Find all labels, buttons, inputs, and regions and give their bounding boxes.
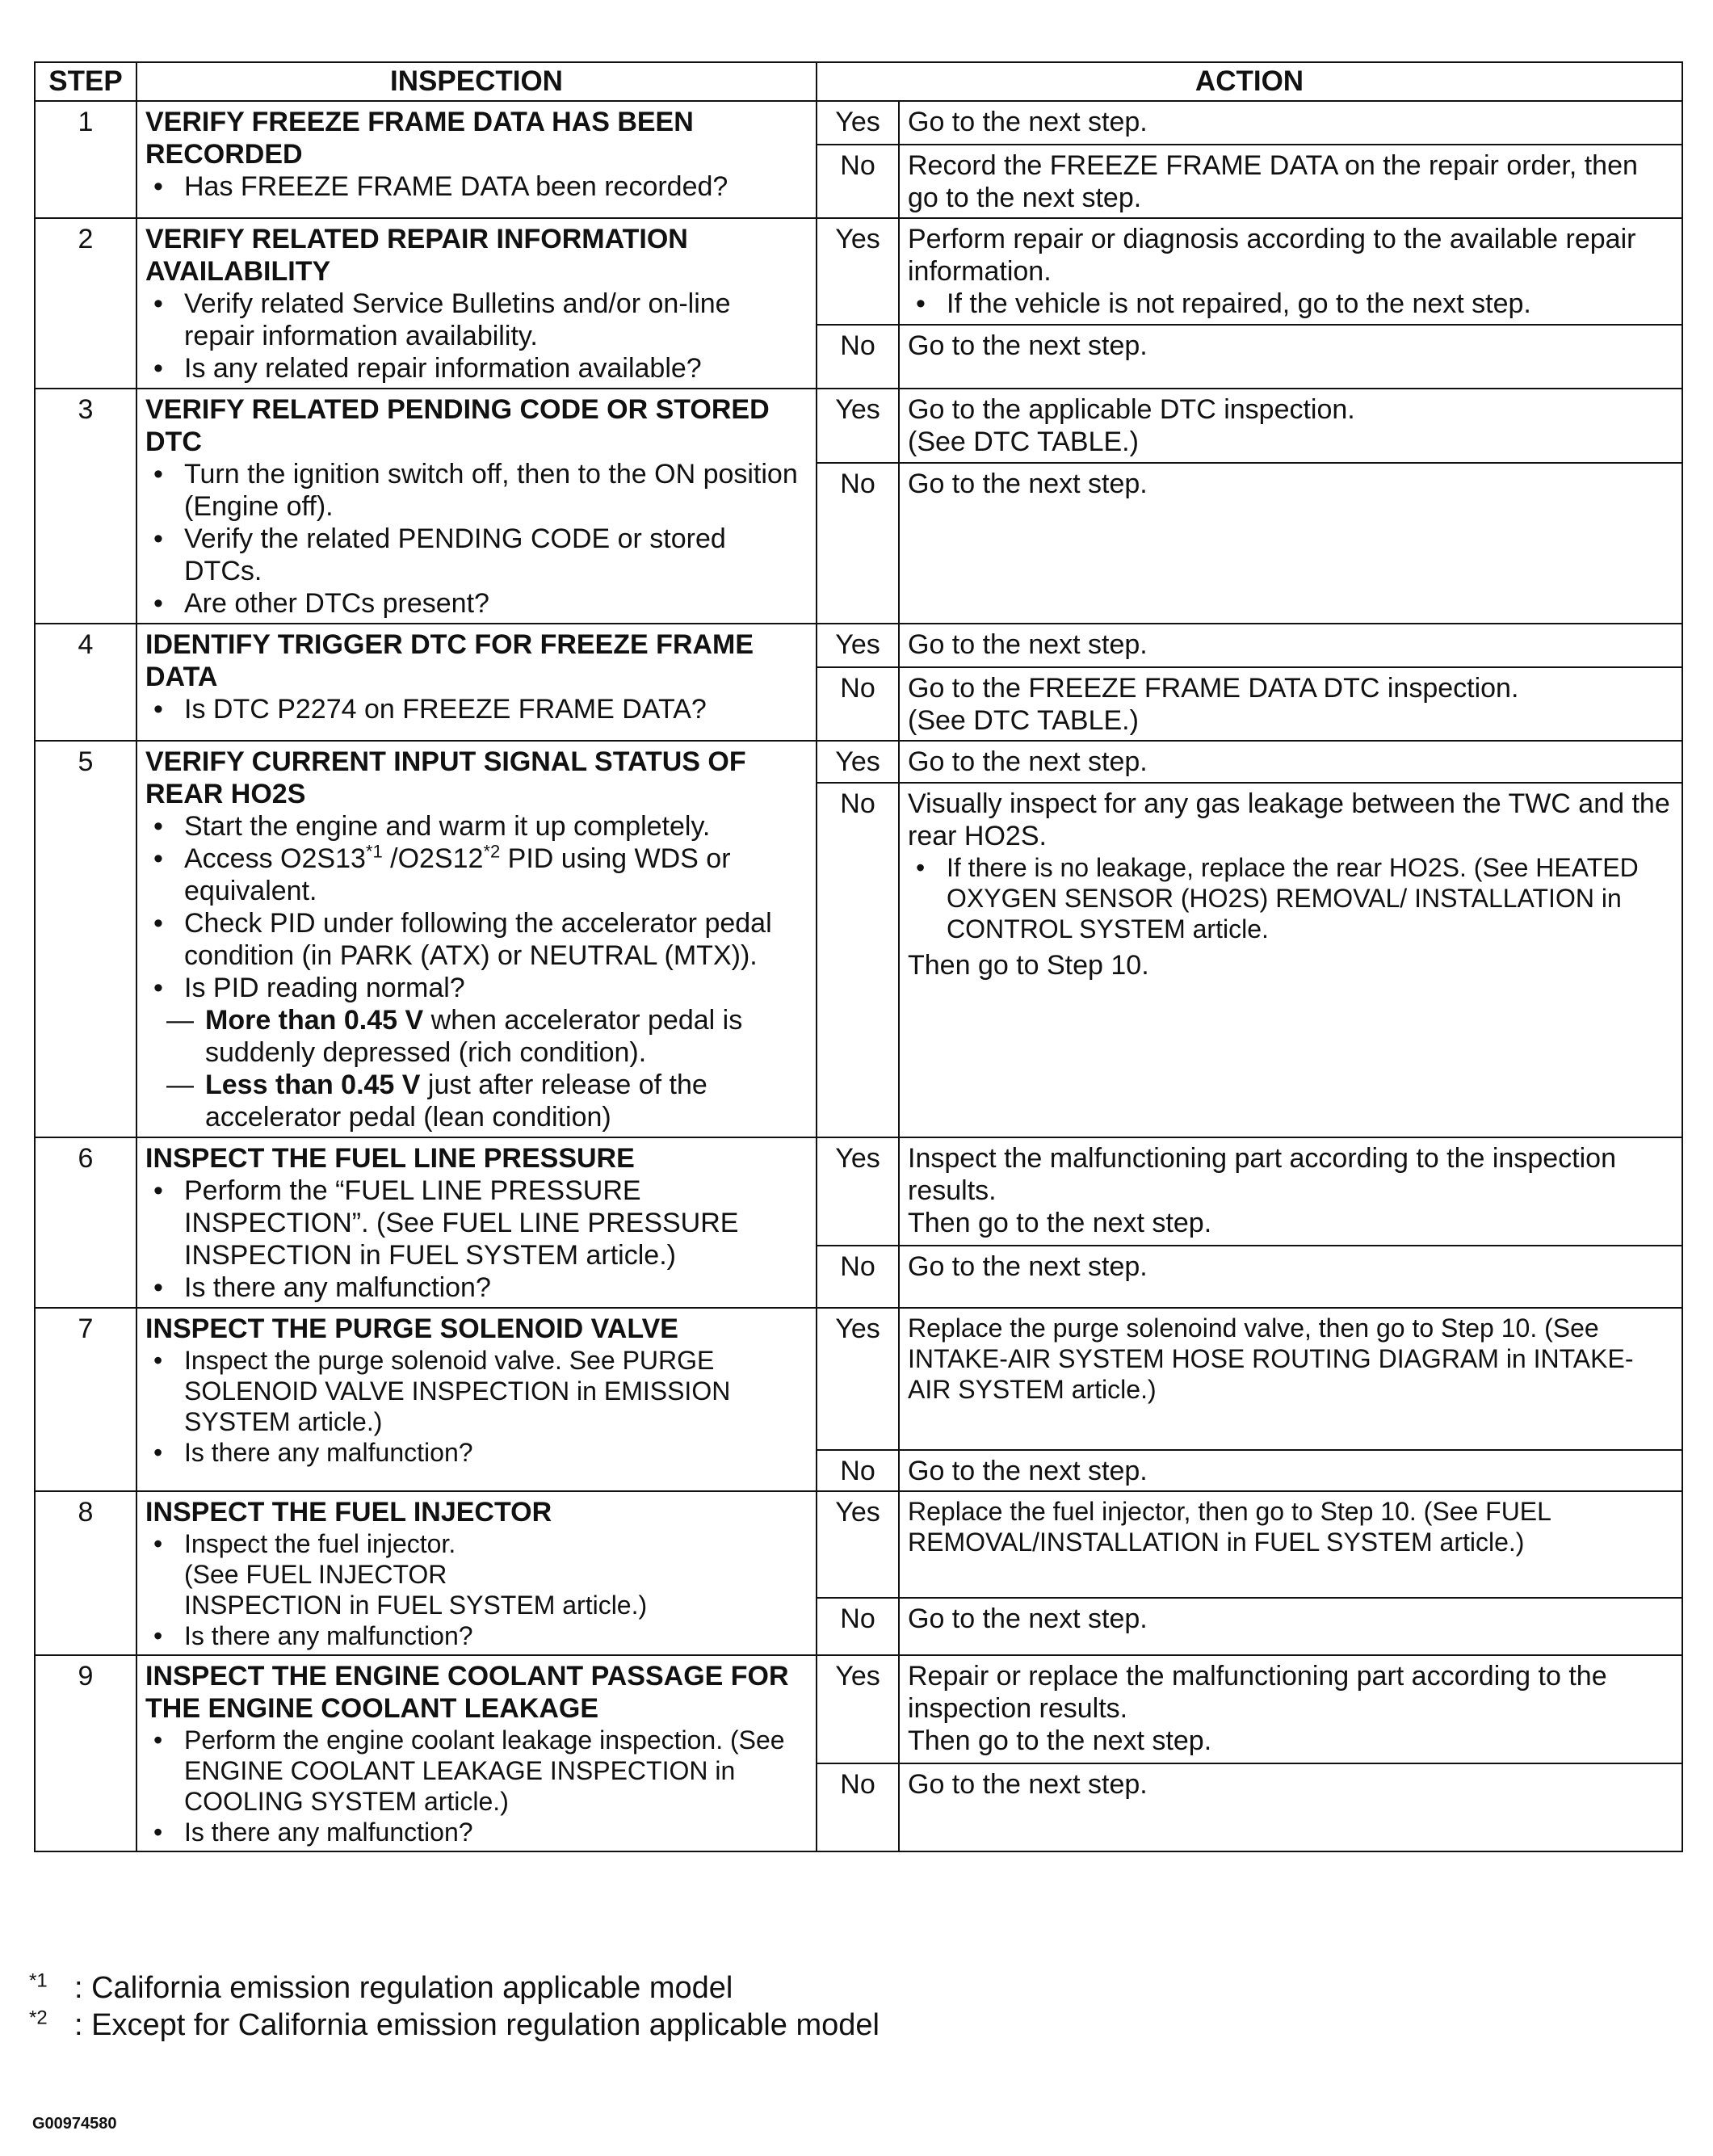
no-label: No xyxy=(817,1246,899,1308)
footnotes xyxy=(29,1969,880,2044)
yes-action xyxy=(899,1655,1682,1763)
yes-action: Go to the next step. xyxy=(899,624,1682,667)
yes-action-text: Perform repair or diagnosis according to the available repair information. xyxy=(908,224,1636,287)
yes-action-ref: (See DTC TABLE.) xyxy=(908,427,1139,457)
no-label: No xyxy=(817,783,899,1137)
bullet-text: /O2S12 xyxy=(382,843,484,874)
inspection-cell xyxy=(136,101,817,218)
no-action: Record the FREEZE FRAME DATA on the repair order, then go to the next step. xyxy=(899,145,1682,218)
inspection-bullet: • Is there any malfunction? xyxy=(184,1437,808,1468)
inspection-title: VERIFY CURRENT INPUT SIGNAL STATUS OF REAR HO2S xyxy=(145,746,746,809)
yes-label: Yes xyxy=(817,1491,899,1598)
no-action: Go to the next step. xyxy=(899,1246,1682,1308)
criterion-item xyxy=(205,1069,808,1133)
inspection-bullet xyxy=(184,843,808,907)
inspection-title: IDENTIFY TRIGGER DTC FOR FREEZE FRAME DATA xyxy=(145,629,754,692)
no-action: Go to the next step. xyxy=(899,325,1682,389)
no-action: Go to the next step. xyxy=(899,463,1682,624)
step-number: 7 xyxy=(35,1308,136,1491)
yes-action-text: Inspect the malfunctioning part according to the inspection results. xyxy=(908,1143,1616,1206)
yes-label: Yes xyxy=(817,741,899,783)
inspection-bullet: • Perform the engine coolant leakage inspection. (See ENGINE COOLANT LEAKAGE INSPECTION in COOLING SYSTEM article.) xyxy=(184,1725,808,1817)
inspection-bullet: • Has FREEZE FRAME DATA been recorded? xyxy=(184,170,808,203)
footnote-mark-2: *2 xyxy=(483,841,501,862)
inspection-title: INSPECT THE FUEL INJECTOR xyxy=(145,1497,552,1528)
inspection-bullet: • Perform the “FUEL LINE PRESSURE INSPECTION”. (See FUEL LINE PRESSURE INSPECTION in FUEL SYSTEM article.) xyxy=(184,1175,808,1271)
inspection-title: VERIFY FREEZE FRAME DATA HAS BEEN RECORDED xyxy=(145,107,694,170)
yes-label: Yes xyxy=(817,624,899,667)
no-label: No xyxy=(817,667,899,741)
step-number: 8 xyxy=(35,1491,136,1655)
no-action: Go to the next step. xyxy=(899,1598,1682,1655)
inspection-title: VERIFY RELATED REPAIR INFORMATION AVAILABILITY xyxy=(145,224,688,287)
inspection-bullet: • Inspect the purge solenoid valve. See PURGE SOLENOID VALVE INSPECTION in EMISSION SYSTEM article.) xyxy=(184,1345,808,1437)
footnote xyxy=(29,2007,880,2044)
yes-label: Yes xyxy=(817,1308,899,1450)
action-bullet: • If the vehicle is not repaired, go to the next step. xyxy=(947,288,1673,320)
no-action xyxy=(899,667,1682,741)
yes-action: Replace the purge solenoind valve, then go to Step 10. (See INTAKE-AIR SYSTEM HOSE ROUTING DIAGRAM in INTAKE-AIR SYSTEM article.) xyxy=(899,1308,1682,1450)
inspection-bullet: • Is there any malfunction? xyxy=(184,1620,808,1651)
yes-action: Go to the next step. xyxy=(899,741,1682,783)
step-4-yes-row xyxy=(35,624,1682,667)
header-inspection: INSPECTION xyxy=(136,62,817,101)
no-action: Go to the next step. xyxy=(899,1450,1682,1491)
inspection-bullet: • Are other DTCs present? xyxy=(184,587,808,620)
criterion-value: More than 0.45 V xyxy=(205,1005,424,1036)
no-action xyxy=(899,783,1682,1137)
yes-label: Yes xyxy=(817,101,899,145)
no-action-ref: (See DTC TABLE.) xyxy=(908,705,1139,736)
inspection-bullet: • Check PID under following the accelerator pedal condition (in PARK (ATX) or NEUTRAL (MTX)). xyxy=(184,907,808,972)
inspection-bullet: • Verify related Service Bulletins and/or on-line repair information availability. xyxy=(184,288,808,352)
inspection-cell xyxy=(136,218,817,389)
footnote-mark: *2 xyxy=(29,2007,48,2029)
yes-action-text: Repair or replace the malfunctioning part according to the inspection results. xyxy=(908,1661,1607,1724)
inspection-bullet: • Is there any malfunction? xyxy=(184,1817,808,1847)
no-label: No xyxy=(817,1598,899,1655)
inspection-bullet: • Is any related repair information available? xyxy=(184,352,808,385)
inspection-title: INSPECT THE ENGINE COOLANT PASSAGE FOR THE ENGINE COOLANT LEAKAGE xyxy=(145,1661,789,1724)
yes-action-then: Then go to the next step. xyxy=(908,1725,1212,1756)
yes-label: Yes xyxy=(817,1137,899,1246)
header-row xyxy=(35,62,1682,101)
figure-id: G00974580 xyxy=(32,2115,117,2133)
no-label: No xyxy=(817,463,899,624)
footnote-text: : California emission regulation applicable model xyxy=(74,1971,733,2005)
yes-label: Yes xyxy=(817,218,899,325)
yes-action xyxy=(899,389,1682,463)
step-number: 2 xyxy=(35,218,136,389)
step-5-yes-row xyxy=(35,741,1682,783)
step-number: 3 xyxy=(35,389,136,624)
step-number: 9 xyxy=(35,1655,136,1851)
step-6-yes-row xyxy=(35,1137,1682,1246)
yes-label: Yes xyxy=(817,389,899,463)
no-action-text: Go to the FREEZE FRAME DATA DTC inspection. xyxy=(908,673,1519,704)
inspection-title: INSPECT THE FUEL LINE PRESSURE xyxy=(145,1143,635,1174)
no-label: No xyxy=(817,1763,899,1851)
inspection-bullet: • Verify the related PENDING CODE or stored DTCs. xyxy=(184,523,808,587)
inspection-cell xyxy=(136,624,817,741)
diagnostic-table xyxy=(34,61,1683,1852)
criterion-text: just after release of the accelerator pedal (lean condition) xyxy=(205,1070,707,1133)
inspection-cell xyxy=(136,1137,817,1308)
inspection-bullet: • Is there any malfunction? xyxy=(184,1271,808,1304)
inspection-bullet: • Is DTC P2274 on FREEZE FRAME DATA? xyxy=(184,693,808,725)
step-number: 6 xyxy=(35,1137,136,1308)
criterion-item xyxy=(205,1004,808,1069)
bullet-line: INSPECTION in FUEL SYSTEM article.) xyxy=(184,1591,648,1620)
yes-action-then: Then go to the next step. xyxy=(908,1208,1212,1238)
footnote-mark-1: *1 xyxy=(365,841,383,862)
inspection-cell xyxy=(136,1655,817,1851)
no-action-text: Visually inspect for any gas leakage between the TWC and the rear HO2S. xyxy=(908,788,1670,851)
criterion-text: when accelerator pedal is suddenly depressed (rich condition). xyxy=(205,1005,743,1068)
inspection-cell xyxy=(136,389,817,624)
step-number: 4 xyxy=(35,624,136,741)
step-9-yes-row xyxy=(35,1655,1682,1763)
yes-action xyxy=(899,218,1682,325)
step-1-yes-row xyxy=(35,101,1682,145)
footnote-text: : Except for California emission regulation applicable model xyxy=(74,2008,880,2042)
no-label: No xyxy=(817,325,899,389)
inspection-bullet: • Start the engine and warm it up completely. xyxy=(184,810,808,843)
bullet-line: (See FUEL INJECTOR xyxy=(184,1560,447,1589)
yes-action xyxy=(899,1137,1682,1246)
criterion-value: Less than 0.45 V xyxy=(205,1070,421,1100)
no-label: No xyxy=(817,145,899,218)
inspection-title: VERIFY RELATED PENDING CODE OR STORED DTC xyxy=(145,394,770,457)
action-bullet: • If there is no leakage, replace the rear HO2S. (See HEATED OXYGEN SENSOR (HO2S) REMOVAL/ INSTALLATION in CONTROL SYSTEM article. xyxy=(947,852,1673,944)
inspection-bullet: • Is PID reading normal? xyxy=(184,972,808,1004)
step-3-yes-row xyxy=(35,389,1682,463)
header-step: STEP xyxy=(35,62,136,101)
step-7-yes-row xyxy=(35,1308,1682,1450)
step-number: 1 xyxy=(35,101,136,218)
step-number: 5 xyxy=(35,741,136,1137)
inspection-cell xyxy=(136,1491,817,1655)
footnote-mark: *1 xyxy=(29,1969,48,1992)
yes-label: Yes xyxy=(817,1655,899,1763)
no-action-then: Then go to Step 10. xyxy=(908,950,1149,981)
yes-action-text: Go to the applicable DTC inspection. xyxy=(908,394,1355,425)
bullet-text: PID using WDS or equivalent. xyxy=(184,843,731,906)
yes-action: Replace the fuel injector, then go to Step 10. (See FUEL REMOVAL/INSTALLATION in FUEL SYSTEM article.) xyxy=(899,1491,1682,1598)
yes-action: Go to the next step. xyxy=(899,101,1682,145)
no-action: Go to the next step. xyxy=(899,1763,1682,1851)
inspection-bullet: • Turn the ignition switch off, then to the ON position (Engine off). xyxy=(184,458,808,523)
no-label: No xyxy=(817,1450,899,1491)
inspection-cell xyxy=(136,1308,817,1491)
inspection-cell xyxy=(136,741,817,1137)
bullet-text: Access O2S13 xyxy=(184,843,366,874)
inspection-bullet xyxy=(184,1528,808,1620)
footnote xyxy=(29,1969,880,2007)
bullet-line: • Inspect the fuel injector. xyxy=(184,1529,456,1558)
inspection-title: INSPECT THE PURGE SOLENOID VALVE xyxy=(145,1313,678,1344)
step-8-yes-row xyxy=(35,1491,1682,1598)
header-action: ACTION xyxy=(817,62,1682,101)
step-2-yes-row xyxy=(35,218,1682,325)
